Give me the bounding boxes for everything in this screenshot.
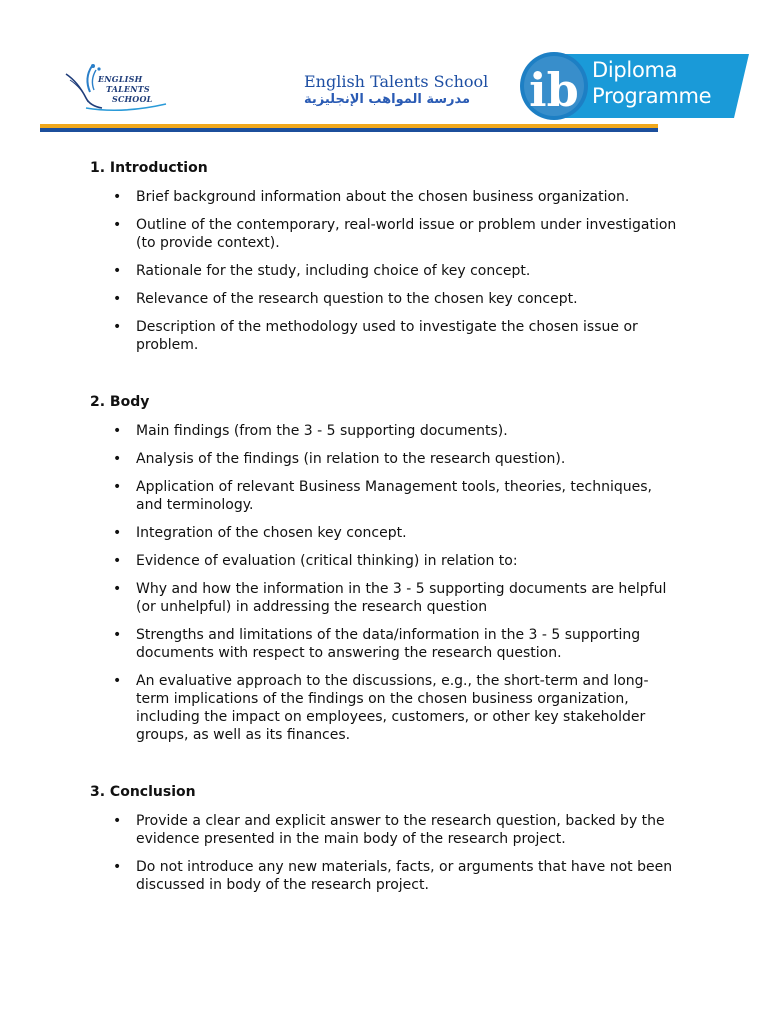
bullet-icon: •: [113, 859, 122, 875]
bullet-icon: •: [113, 813, 122, 829]
bullet-icon: •: [113, 217, 122, 233]
list-item-text: Rationale for the study, including choice of key concept.: [136, 263, 531, 279]
section-title-body: 2. Body: [90, 394, 150, 410]
bullet-icon: •: [113, 451, 122, 467]
page-header: [0, 0, 768, 140]
list-item-text: Main findings (from the 3 - 5 supporting documents).: [136, 423, 508, 439]
list-item-text: Why and how the information in the 3 - 5 supporting documents are helpful (or unhelpful) in addressing the research question: [136, 581, 667, 615]
bullet-icon: •: [113, 319, 122, 335]
ib-diploma-programme-logo: [516, 52, 749, 120]
list-item-text: Relevance of the research question to the chosen key concept.: [136, 291, 578, 307]
school-name-arabic: مدرسة المواهب الإنجليزية: [304, 92, 471, 107]
header-rule-blue: [40, 128, 658, 132]
bullet-icon: •: [113, 291, 122, 307]
ib-programme-label: Programme: [592, 84, 712, 108]
section-title-conclusion: 3. Conclusion: [90, 784, 196, 800]
bullet-icon: •: [113, 263, 122, 279]
bullet-icon: •: [113, 479, 122, 495]
ib-symbol: ib: [529, 63, 579, 117]
list-item-text: Evidence of evaluation (critical thinking) in relation to:: [136, 553, 518, 569]
list-item-text: Integration of the chosen key concept.: [136, 525, 407, 541]
list-item-text: Analysis of the findings (in relation to the research question).: [136, 451, 566, 467]
bullet-icon: •: [113, 581, 122, 597]
list-item-text: Outline of the contemporary, real-world issue or problem under investigation (to provide context).: [136, 217, 677, 251]
bullet-icon: •: [113, 627, 122, 643]
list-item-text: Strengths and limitations of the data/information in the 3 - 5 supporting documents with respect to answering the research question.: [136, 627, 641, 661]
bullet-icon: •: [113, 673, 122, 689]
list-item-text: Description of the methodology used to investigate the chosen issue or problem.: [136, 319, 638, 353]
list-item-text: Do not introduce any new materials, facts, or arguments that have not been discussed in body of the research project.: [136, 859, 673, 893]
logo-line-2: TALENTS: [106, 84, 150, 94]
english-talents-school-logo: [62, 62, 174, 114]
school-name-english: English Talents School: [304, 72, 489, 91]
list-item-text: Application of relevant Business Management tools, theories, techniques, and terminology.: [136, 479, 652, 513]
bullet-icon: •: [113, 553, 122, 569]
bullet-icon: •: [113, 423, 122, 439]
logo-line-3: SCHOOL: [112, 94, 153, 104]
list-item-text: An evaluative approach to the discussions, e.g., the short-term and long-term implications of the findings on the chosen business organization, including the impact on employees, customers, or other key stakeholder groups, as well as its finances.: [136, 673, 649, 743]
section-title-introduction: 1. Introduction: [90, 160, 208, 176]
bullet-icon: •: [113, 525, 122, 541]
list-item-text: Brief background information about the chosen business organization.: [136, 189, 630, 205]
ib-diploma-label: Diploma: [592, 58, 678, 82]
list-item-text: Provide a clear and explicit answer to the research question, backed by the evidence presented in the main body of the research project.: [136, 813, 665, 847]
bullet-icon: •: [113, 189, 122, 205]
logo-line-1: ENGLISH: [98, 74, 143, 84]
